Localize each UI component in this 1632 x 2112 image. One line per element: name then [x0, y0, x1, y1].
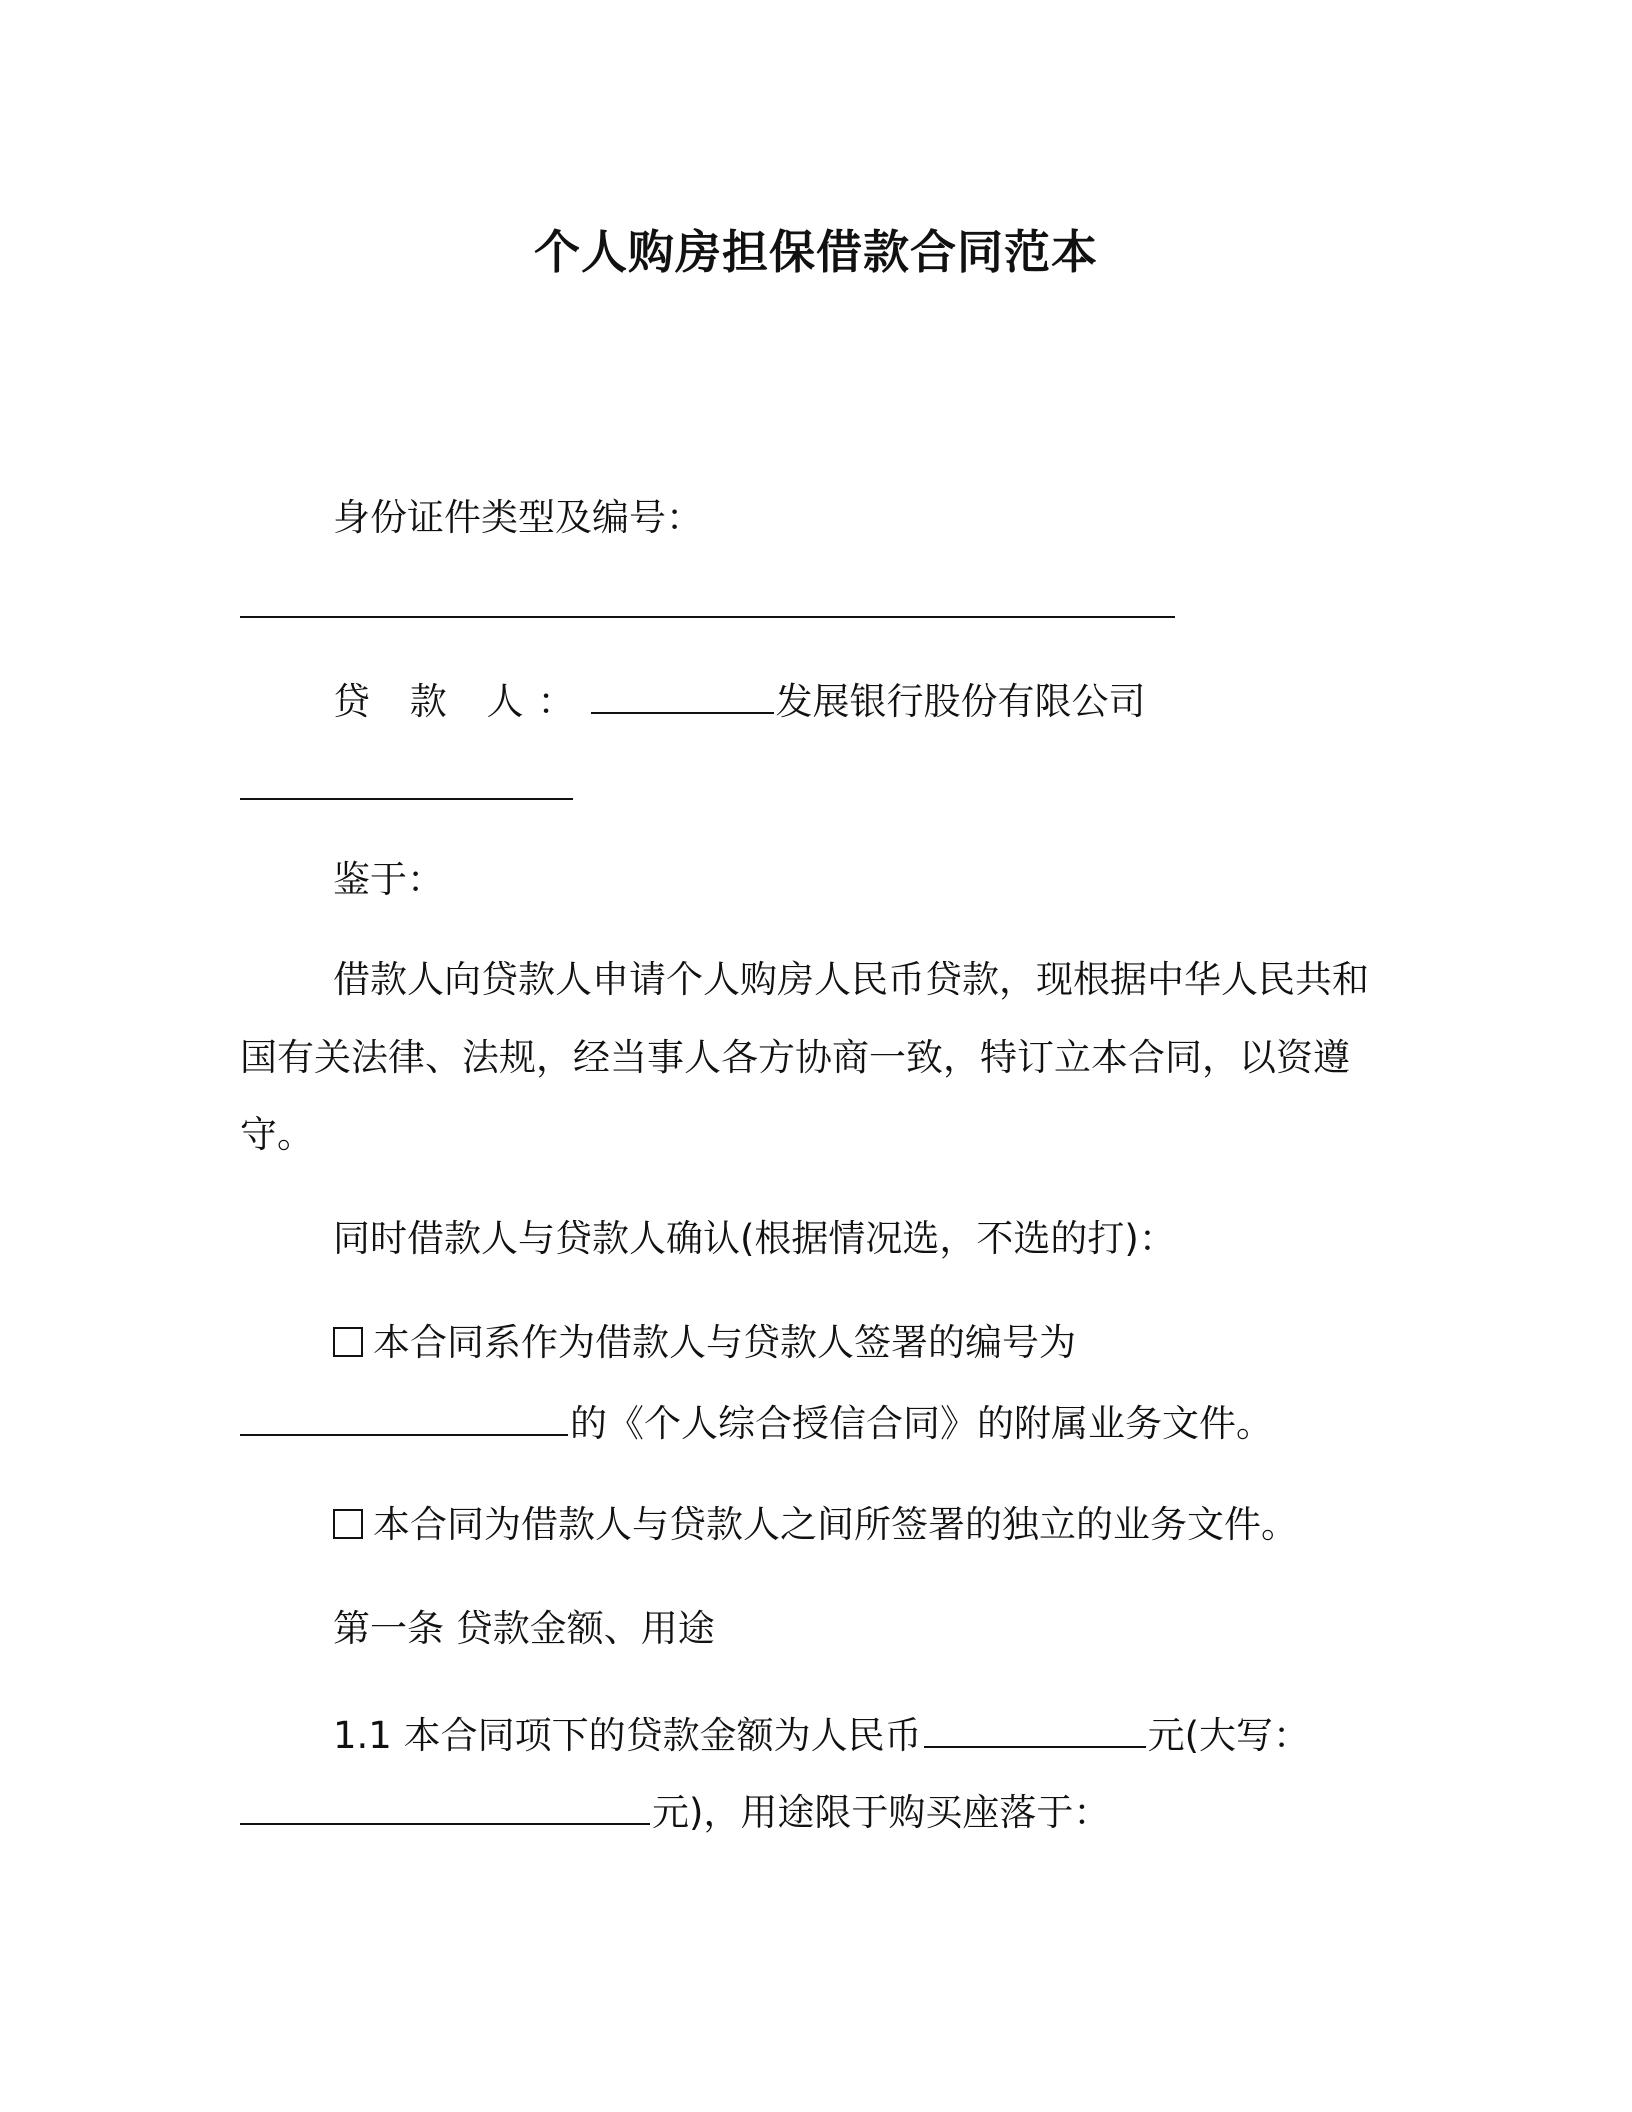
lender-label: 贷 款 人： [333, 680, 589, 723]
clause-1-1-suffix: 元)，用途限于购买座落于： [652, 1791, 1111, 1834]
lender-extra-blank [240, 798, 573, 800]
id-number-blank [240, 616, 1175, 618]
clause-1-1-line-2 [240, 1785, 1110, 1838]
option-1-suffix: 的《个人综合授信合同》的附属业务文件。 [570, 1402, 1273, 1445]
option-2-line [333, 1500, 1298, 1550]
option-1-line-1 [333, 1318, 1076, 1368]
option-1-checkbox[interactable] [333, 1327, 363, 1357]
lender-line [333, 674, 1146, 727]
preamble-line-3: 守。 [240, 1113, 314, 1156]
loan-amount-blank [924, 1708, 1146, 1748]
lender-suffix: 发展银行股份有限公司 [775, 680, 1146, 723]
preamble-line-2: 国有关法律、法规，经当事人各方协商一致，特订立本合同，以资遵 [240, 1036, 1350, 1079]
option-2-checkbox[interactable] [333, 1509, 363, 1539]
option-1-text: 本合同系作为借款人与贷款人签署的编号为 [373, 1321, 1076, 1364]
id-type-label: 身份证件类型及编号： [333, 496, 703, 539]
whereas-heading: 鉴于： [333, 858, 444, 901]
clause-1-1-prefix: 1.1 本合同项下的贷款金额为人民币 [333, 1714, 922, 1757]
article-1-heading: 第一条 贷款金额、用途 [333, 1607, 715, 1650]
lender-name-blank [591, 674, 774, 714]
document-title: 个人购房担保借款合同范本 [534, 225, 1098, 279]
option-1-line-2 [240, 1396, 1273, 1449]
confirmation-line: 同时借款人与贷款人确认(根据情况选，不选的打)： [333, 1217, 1176, 1260]
clause-1-1-mid: 元(大写： [1147, 1714, 1311, 1757]
option-2-text: 本合同为借款人与贷款人之间所签署的独立的业务文件。 [373, 1503, 1298, 1546]
credit-contract-number-blank [240, 1396, 568, 1436]
loan-amount-words-blank [240, 1785, 650, 1825]
preamble-line-1: 借款人向贷款人申请个人购房人民币贷款，现根据中华人民共和 [333, 958, 1369, 1001]
clause-1-1-line-1 [333, 1708, 1310, 1761]
